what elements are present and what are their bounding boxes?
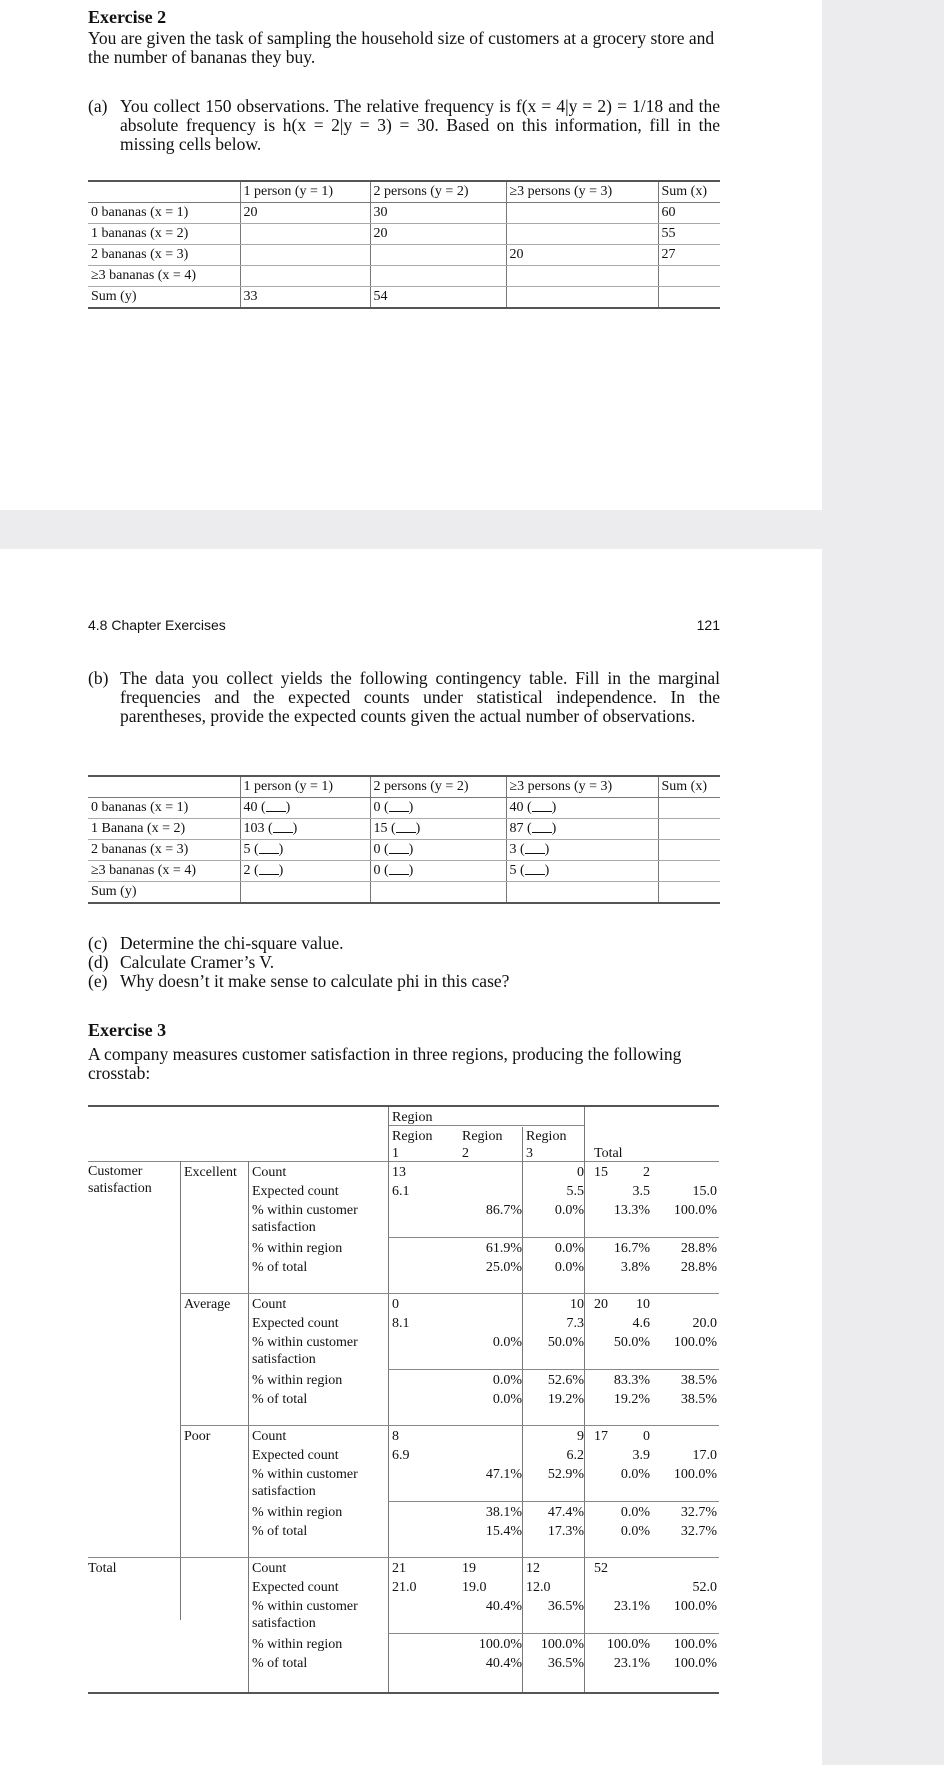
exercise-3-intro: A company measures customer satisfaction in three regions, producing the following crosstab: (88, 1044, 682, 1083)
header-cell: 1 person (y = 1) (240, 181, 370, 203)
value-cell: 15.0 (692, 1184, 717, 1199)
value-cell: 32.7% (680, 1505, 717, 1520)
table-cell: 30 (370, 203, 506, 224)
table-cell (240, 266, 370, 287)
value-cell: 52.6% (547, 1373, 584, 1388)
total-row-label: Total (88, 1561, 117, 1576)
table-cell: 0 ( ) (370, 861, 506, 882)
blank-field (532, 800, 552, 812)
table-cell: 20 (240, 203, 370, 224)
group-rule (88, 1557, 719, 1558)
table-cell (506, 266, 658, 287)
stat-label: Count (252, 1297, 287, 1312)
crosstab (88, 1105, 719, 1695)
value-cell: 0.0% (492, 1335, 522, 1350)
column-divider (180, 1161, 181, 1620)
value-cell: 2 (643, 1165, 650, 1180)
column-header: Region (526, 1129, 567, 1144)
table-cell: 33 (240, 287, 370, 309)
table-cell (658, 861, 720, 882)
close-paren: ) (408, 800, 414, 815)
table-cell (240, 245, 370, 266)
value-cell: 50.0% (613, 1335, 650, 1350)
stat-label: % within region (252, 1505, 343, 1520)
value-cell: 19.2% (547, 1392, 584, 1407)
value-cell: 40.4% (485, 1599, 522, 1614)
question-c-text: Determine the chi-square value. (120, 933, 344, 953)
value-cell: 8 (392, 1429, 399, 1444)
stat-label: % within customer (252, 1335, 358, 1350)
header-cell: Sum (x) (658, 181, 720, 203)
row-label: 0 bananas (x = 1) (88, 203, 240, 224)
part-b (88, 669, 720, 726)
stat-label: % within region (252, 1637, 343, 1652)
table-cell (506, 224, 658, 245)
value-cell: 13.3% (613, 1203, 650, 1218)
value-cell: 100.0% (673, 1203, 717, 1218)
table-cell (658, 819, 720, 840)
value-cell: 32.7% (680, 1524, 717, 1539)
header-cell: 2 persons (y = 2) (370, 776, 506, 798)
running-head-section: 4.8 Chapter Exercises (88, 617, 226, 633)
question-e-text: Why doesn’t it make sense to calculate phi in this case? (120, 971, 510, 991)
value-cell: 19.2% (613, 1392, 650, 1407)
table-cell (506, 882, 658, 904)
column-divider (388, 1107, 389, 1692)
value-cell: 40.4% (485, 1656, 522, 1671)
table-cell: 55 (658, 224, 720, 245)
stat-label: Expected count (252, 1184, 339, 1199)
value-cell: 17.0 (692, 1448, 717, 1463)
sub-rule (388, 1633, 719, 1634)
stat-label: % within customer (252, 1599, 358, 1614)
value-cell: 6.1 (392, 1184, 410, 1199)
table-cell (370, 245, 506, 266)
close-paren: ) (544, 863, 550, 878)
value-cell: 61.9% (485, 1241, 522, 1256)
value-cell: 13 (392, 1165, 406, 1180)
stat-label: % of total (252, 1260, 308, 1275)
value-cell: 4.6 (632, 1316, 650, 1331)
stat-label: Expected count (252, 1316, 339, 1331)
stat-label: Count (252, 1165, 287, 1180)
value-cell: 100.0% (606, 1637, 650, 1652)
header-cell: ≥3 persons (y = 3) (506, 181, 658, 203)
table-cell (240, 882, 370, 904)
row-label: 1 bananas (x = 2) (88, 224, 240, 245)
table-cell: 0 ( ) (370, 798, 506, 819)
close-paren: ) (408, 863, 414, 878)
value-cell: 100.0% (673, 1637, 717, 1652)
page-number: 121 (696, 617, 720, 633)
stat-label-cont: satisfaction (252, 1484, 316, 1499)
sub-rule (388, 1369, 719, 1370)
value-cell: 3.5 (632, 1184, 650, 1199)
stat-label-cont: satisfaction (252, 1352, 316, 1367)
stat-label: % within region (252, 1241, 343, 1256)
value-cell: 0.0% (620, 1524, 650, 1539)
blank-field (266, 800, 286, 812)
table-cell (658, 798, 720, 819)
table-cell: 103 ( ) (240, 819, 370, 840)
total-header: Total (594, 1146, 623, 1161)
header-cell: ≥3 persons (y = 3) (506, 776, 658, 798)
value-cell: 28.8% (680, 1260, 717, 1275)
close-paren: ) (415, 821, 421, 836)
value-cell: 36.5% (547, 1656, 584, 1671)
stat-label: % of total (252, 1392, 308, 1407)
row-label: 1 Banana (x = 2) (88, 819, 240, 840)
value-cell: 16.7% (613, 1241, 650, 1256)
stat-label-cont: satisfaction (252, 1220, 316, 1235)
table-cell: 0 ( ) (370, 840, 506, 861)
part-a-label: (a) (88, 96, 108, 116)
value-cell: 5.5 (566, 1184, 584, 1199)
value-cell: 23.1% (613, 1656, 650, 1671)
row-label: Sum (y) (88, 287, 240, 309)
table-cell: 5 ( ) (240, 840, 370, 861)
value-cell: 6.2 (566, 1448, 584, 1463)
table-row (88, 266, 720, 287)
header-cell: Sum (x) (658, 776, 720, 798)
value-cell: 100.0% (478, 1637, 522, 1652)
top-rule (88, 1105, 719, 1107)
blank-field (532, 821, 552, 833)
value-cell: 52.9% (547, 1467, 584, 1482)
row-label: Sum (y) (88, 882, 240, 904)
value-cell: 15 (594, 1165, 608, 1180)
value-cell: 100.0% (673, 1656, 717, 1671)
value-cell: 8.1 (392, 1316, 410, 1331)
value-cell: 25.0% (485, 1260, 522, 1275)
group-rule (180, 1425, 719, 1426)
blank-field (525, 842, 545, 854)
part-a (88, 97, 720, 154)
value-cell: 100.0% (540, 1637, 584, 1652)
close-paren: ) (408, 842, 414, 857)
group-label: Average (184, 1297, 231, 1312)
blank-field (396, 821, 416, 833)
value-cell: 12 (526, 1561, 540, 1576)
part-b-text: The data you collect yields the following contingency table. Fill in the marginal frequencies and the expected counts under statistical independence. In the parentheses, provide the expected counts given the actual number of observations. (120, 668, 720, 726)
value-cell: 3.8% (620, 1260, 650, 1275)
value-cell: 17.3% (547, 1524, 584, 1539)
stat-label-cont: satisfaction (252, 1616, 316, 1631)
table-cell (370, 266, 506, 287)
table-cell (506, 203, 658, 224)
table-cell: 60 (658, 203, 720, 224)
table-cell: 27 (658, 245, 720, 266)
table-row (88, 287, 720, 309)
value-cell: 83.3% (613, 1373, 650, 1388)
exercise-3-title: Exercise 3 (88, 1020, 167, 1040)
value-cell: 15.4% (485, 1524, 522, 1539)
value-cell: 38.5% (680, 1373, 717, 1388)
table-cell: 20 (506, 245, 658, 266)
question-e-label: (e) (88, 971, 108, 991)
region-header: Region (392, 1110, 433, 1125)
blank-field (273, 821, 293, 833)
sub-rule (388, 1501, 719, 1502)
group-rule (180, 1293, 719, 1294)
row-label: 2 bananas (x = 3) (88, 245, 240, 266)
value-cell: 23.1% (613, 1599, 650, 1614)
value-cell: 0.0% (620, 1505, 650, 1520)
table-cell (370, 882, 506, 904)
blank-field (389, 800, 409, 812)
question-d (88, 953, 720, 972)
value-cell: 100.0% (673, 1467, 717, 1482)
row-label: 0 bananas (x = 1) (88, 798, 240, 819)
value-cell: 0 (643, 1429, 650, 1444)
value-cell: 0.0% (554, 1241, 584, 1256)
stat-label: % of total (252, 1656, 308, 1671)
value-cell: 0 (392, 1297, 399, 1312)
value-cell: 9 (577, 1429, 584, 1444)
stat-label: % within customer (252, 1467, 358, 1482)
table-row (88, 861, 720, 882)
table-cell (240, 224, 370, 245)
value-cell: 3.9 (632, 1448, 650, 1463)
value-cell: 20 (594, 1297, 608, 1312)
value-cell: 10 (570, 1297, 584, 1312)
table-cell: 87 ( ) (506, 819, 658, 840)
table-cell: 3 ( ) (506, 840, 658, 861)
value-cell: 28.8% (680, 1241, 717, 1256)
table-row (88, 840, 720, 861)
table-cell: 5 ( ) (506, 861, 658, 882)
sub-rule (388, 1237, 719, 1238)
row-variable-label: Customer satisfaction (88, 1164, 152, 1196)
table-cell: 54 (370, 287, 506, 309)
value-cell: 0 (577, 1165, 584, 1180)
table-cell: 15 ( ) (370, 819, 506, 840)
value-cell: 12.0 (526, 1580, 551, 1595)
table-b (88, 775, 720, 904)
close-paren: ) (278, 842, 284, 857)
question-d-label: (d) (88, 952, 109, 972)
question-e (88, 972, 720, 991)
page-top (0, 0, 822, 510)
stat-label: Expected count (252, 1580, 339, 1595)
table-cell (658, 287, 720, 309)
table-row (88, 819, 720, 840)
table-row (88, 245, 720, 266)
value-cell: 47.4% (547, 1505, 584, 1520)
header-cell (88, 181, 240, 203)
group-label: Excellent (184, 1165, 237, 1180)
table-row (88, 224, 720, 245)
question-c-label: (c) (88, 933, 108, 953)
close-paren: ) (551, 821, 557, 836)
group-label: Poor (184, 1429, 211, 1444)
part-b-label: (b) (88, 668, 109, 688)
value-cell: 6.9 (392, 1448, 410, 1463)
table-cell (506, 287, 658, 309)
questions-list (88, 934, 720, 991)
column-divider (248, 1161, 249, 1692)
row-label: ≥3 bananas (x = 4) (88, 861, 240, 882)
value-cell: 100.0% (673, 1335, 717, 1350)
value-cell: 38.1% (485, 1505, 522, 1520)
value-cell: 21 (392, 1561, 406, 1576)
value-cell: 19 (462, 1561, 476, 1576)
close-paren: ) (278, 863, 284, 878)
bottom-rule (88, 1692, 719, 1694)
row-label: ≥3 bananas (x = 4) (88, 266, 240, 287)
value-cell: 7.3 (566, 1316, 584, 1331)
value-cell: 17 (594, 1429, 608, 1444)
value-cell: 52 (594, 1561, 608, 1576)
value-cell: 0.0% (492, 1392, 522, 1407)
close-paren: ) (285, 800, 291, 815)
value-cell: 19.0 (462, 1580, 487, 1595)
value-cell: 10 (636, 1297, 650, 1312)
value-cell: 0.0% (554, 1203, 584, 1218)
column-header-number: 1 (392, 1146, 399, 1161)
table-a (88, 180, 720, 309)
close-paren: ) (544, 842, 550, 857)
blank-field (525, 863, 545, 875)
stat-label: Count (252, 1429, 287, 1444)
stat-label: % of total (252, 1524, 308, 1539)
row-label: 2 bananas (x = 3) (88, 840, 240, 861)
exercise-2-intro: You are given the task of sampling the household size of customers at a grocery store and the number of bananas they buy. (88, 28, 715, 67)
table-cell: 2 ( ) (240, 861, 370, 882)
table-row (88, 882, 720, 904)
table-cell (658, 840, 720, 861)
question-d-text: Calculate Cramer’s V. (120, 952, 275, 972)
stat-label: % within region (252, 1373, 343, 1388)
blank-field (389, 863, 409, 875)
value-cell: 47.1% (485, 1467, 522, 1482)
stat-label: Count (252, 1561, 287, 1576)
value-cell: 50.0% (547, 1335, 584, 1350)
column-header: Region (462, 1129, 503, 1144)
table-cell (658, 882, 720, 904)
close-paren: ) (292, 821, 298, 836)
table-cell (658, 266, 720, 287)
blank-field (259, 842, 279, 854)
table-row (88, 203, 720, 224)
table-cell: 40 ( ) (240, 798, 370, 819)
value-cell: 36.5% (547, 1599, 584, 1614)
blank-field (259, 863, 279, 875)
table-header-row (88, 776, 720, 798)
value-cell: 20.0 (692, 1316, 717, 1331)
question-c (88, 934, 720, 953)
header-rule (88, 1161, 719, 1162)
header-cell: 1 person (y = 1) (240, 776, 370, 798)
exercise-2-title: Exercise 2 (88, 7, 167, 27)
stat-label: Expected count (252, 1448, 339, 1463)
value-cell: 0.0% (620, 1467, 650, 1482)
header-cell (88, 776, 240, 798)
column-header-number: 3 (526, 1146, 533, 1161)
value-cell: 21.0 (392, 1580, 417, 1595)
table-cell: 40 ( ) (506, 798, 658, 819)
header-cell: 2 persons (y = 2) (370, 181, 506, 203)
value-cell: 100.0% (673, 1599, 717, 1614)
table-cell: 20 (370, 224, 506, 245)
stat-label: % within customer (252, 1203, 358, 1218)
value-cell: 52.0 (692, 1580, 717, 1595)
close-paren: ) (551, 800, 557, 815)
table-header-row (88, 181, 720, 203)
table-row (88, 798, 720, 819)
part-a-text: You collect 150 observations. The relative frequency is f(x = 4|y = 2) = 1/18 and the absolute frequency is h(x = 2|y = 3) = 30. Based on this information, fill in the missing cells below. (120, 96, 720, 154)
value-cell: 38.5% (680, 1392, 717, 1407)
blank-field (389, 842, 409, 854)
value-cell: 0.0% (492, 1373, 522, 1388)
column-header: Region (392, 1129, 433, 1144)
column-header-number: 2 (462, 1146, 469, 1161)
value-cell: 86.7% (485, 1203, 522, 1218)
value-cell: 0.0% (554, 1260, 584, 1275)
